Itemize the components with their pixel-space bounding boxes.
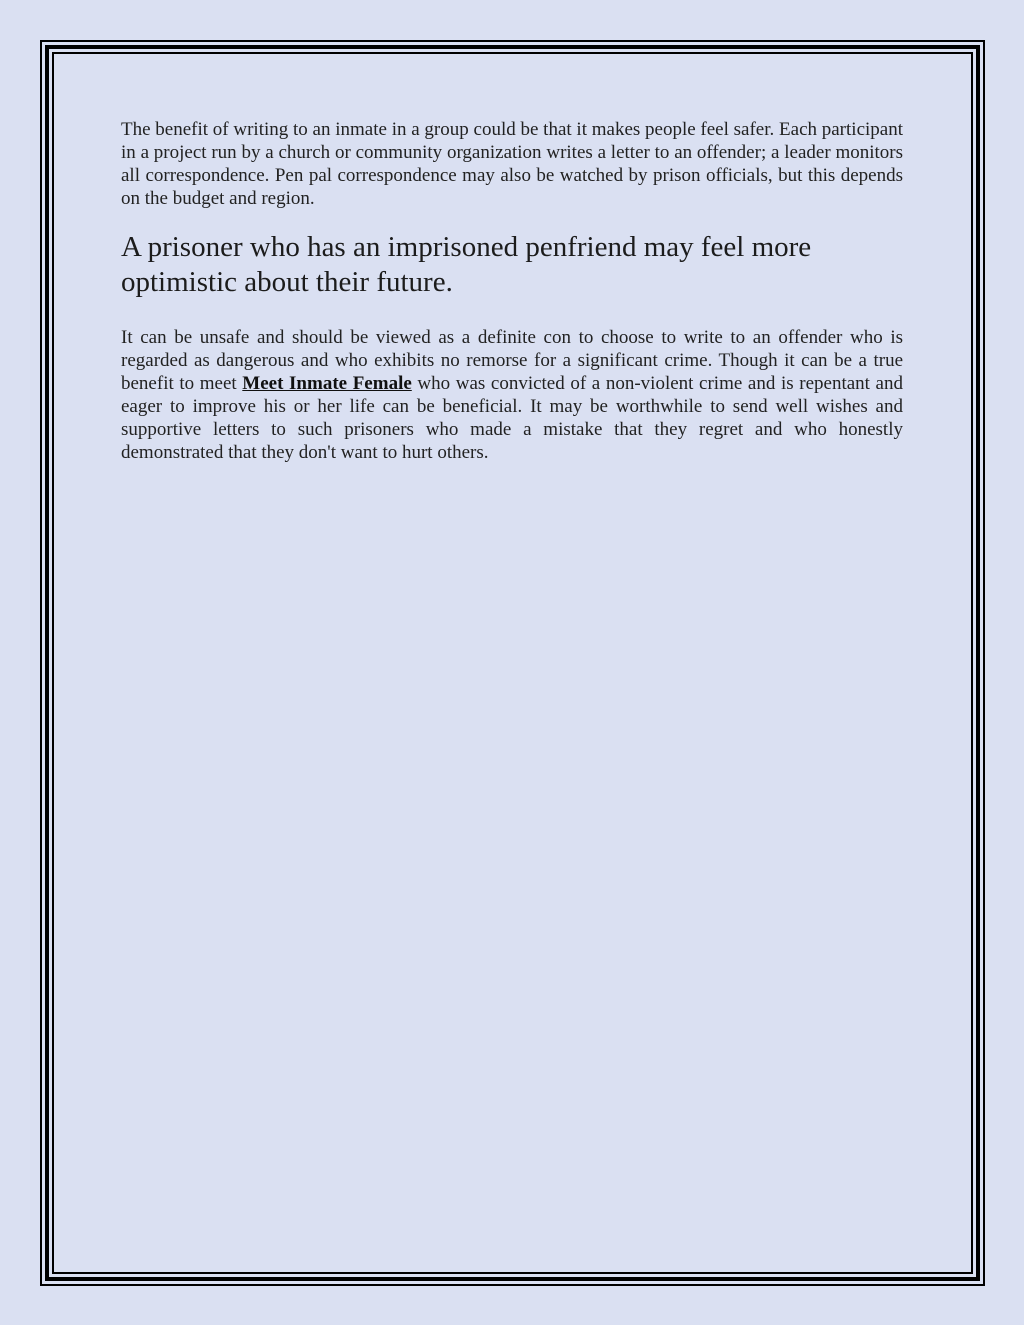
section-heading: A prisoner who has an imprisoned penfriend may feel more optimistic about their future. [121, 231, 812, 298]
document-body [121, 118, 903, 464]
body-paragraph [121, 326, 903, 464]
meet-inmate-female-link[interactable]: Meet Inmate Female [242, 373, 412, 394]
body-paragraph-text-start: It can be unsafe and should be viewed as a definite con to choose to write to an offender who is regarded as dangerous and who exhibits no remorse for a significant crime. Though it can be a true benefit to meet [121, 327, 903, 394]
intro-paragraph: The benefit of writing to an inmate in a group could be that it makes people feel safer. Each participant in a project run by a church or community organization writes a letter to an offender; a leader monitors all correspondence. Pen pal correspondence may also be watched by prison officials, but this depends on the budget and region. [121, 119, 903, 209]
body-paragraph-text-end: who was convicted of a non-violent crime and is repentant and eager to improve his or her life can be beneficial. It may be worthwhile to send well wishes and supportive letters to such prisoners who made a mistake that they regret and who honestly demonstrated that they don't want to hurt others. [121, 373, 903, 463]
